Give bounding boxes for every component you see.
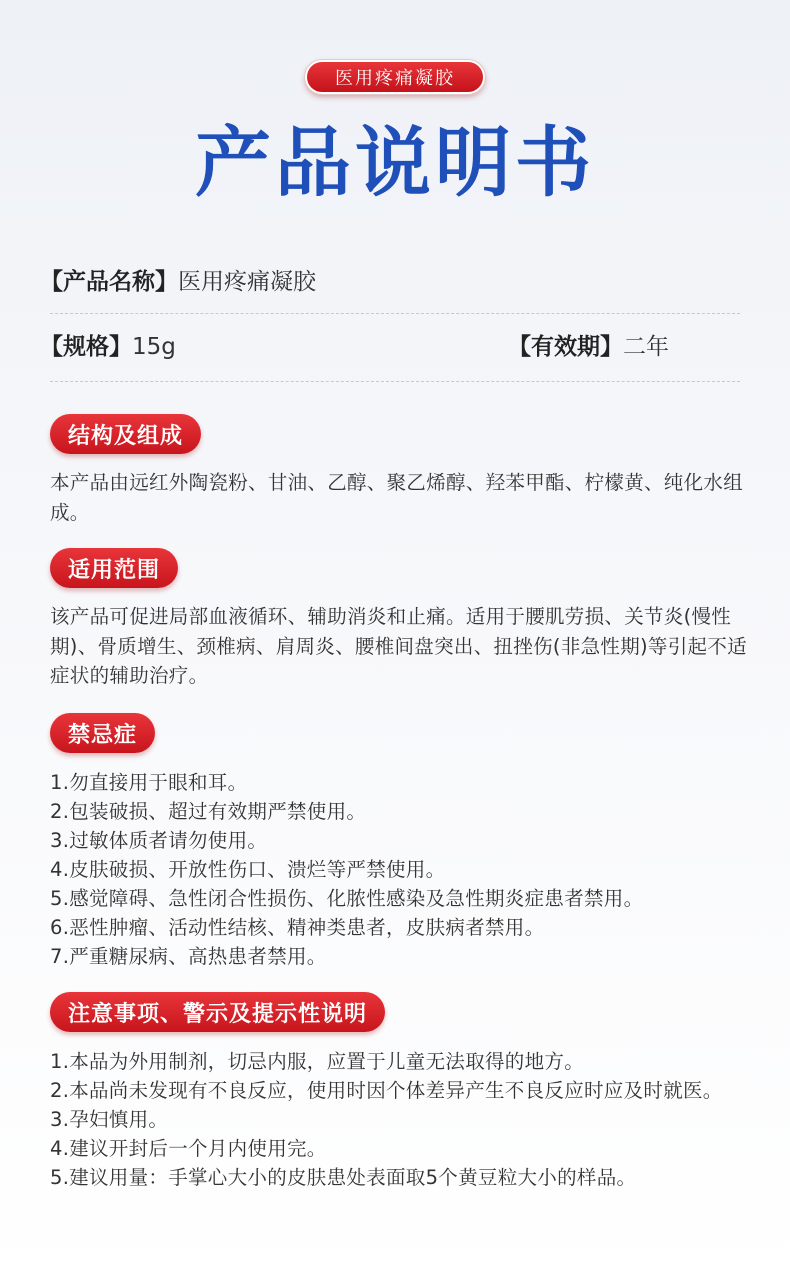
list-item: 3.过敏体质者请勿使用。 <box>50 829 268 852</box>
validity-key: 【有效期】 <box>508 334 623 360</box>
product-name-value: 医用疼痛凝胶 <box>178 269 316 295</box>
list-item: 7.严重糖尿病、高热患者禁用。 <box>50 945 327 968</box>
section-precautions-title: 注意事项、警示及提示性说明 <box>50 992 385 1032</box>
list-item: 5.建议用量：手掌心大小的皮肤患处表面取5个黄豆粒大小的样品。 <box>50 1166 637 1189</box>
list-item: 5.感觉障碍、急性闭合性损伤、化脓性感染及急性期炎症患者禁用。 <box>50 887 644 910</box>
list-item: 4.皮肤破损、开放性伤口、溃烂等严禁使用。 <box>50 858 446 881</box>
precautions-list <box>50 1047 770 1192</box>
section-contraindications-title: 禁忌症 <box>50 713 155 753</box>
section-scope-title: 适用范围 <box>50 548 178 588</box>
page-title: 产品说明书 <box>195 118 595 207</box>
spec-value: 15g <box>132 334 176 360</box>
product-name-row <box>40 266 316 298</box>
list-item: 3.孕妇慎用。 <box>50 1108 169 1131</box>
section-scope-text: 该产品可促进局部血液循环、辅助消炎和止痛。适用于腰肌劳损、关节炎(慢性期)、骨质增生、颈椎病、肩周炎、腰椎间盘突出、扭挫伤(非急性期)等引起不适症状的辅助治疗。 <box>50 605 747 687</box>
product-badge: 医用疼痛凝胶 <box>305 60 485 94</box>
list-item: 1.勿直接用于眼和耳。 <box>50 771 248 794</box>
list-item: 2.包装破损、超过有效期严禁使用。 <box>50 800 367 823</box>
divider <box>50 381 740 382</box>
contraindications-list <box>50 768 750 971</box>
spec-key: 【规格】 <box>40 334 132 360</box>
spec-row <box>40 331 176 363</box>
section-composition-title: 结构及组成 <box>50 414 201 454</box>
list-item: 1.本品为外用制剂，切忌内服，应置于儿童无法取得的地方。 <box>50 1050 585 1073</box>
validity-row <box>508 331 669 363</box>
list-item: 6.恶性肿瘤、活动性结核、精神类患者，皮肤病者禁用。 <box>50 916 545 939</box>
product-name-key: 【产品名称】 <box>40 269 178 295</box>
divider <box>50 313 740 314</box>
list-item: 2.本品尚未发现有不良反应，使用时因个体差异产生不良反应时应及时就医。 <box>50 1079 723 1102</box>
list-item: 4.建议开封后一个月内使用完。 <box>50 1137 327 1160</box>
section-composition-text: 本产品由远红外陶瓷粉、甘油、乙醇、聚乙烯醇、羟苯甲酯、柠檬黄、纯化水组成。 <box>50 471 744 524</box>
validity-value: 二年 <box>623 334 669 360</box>
